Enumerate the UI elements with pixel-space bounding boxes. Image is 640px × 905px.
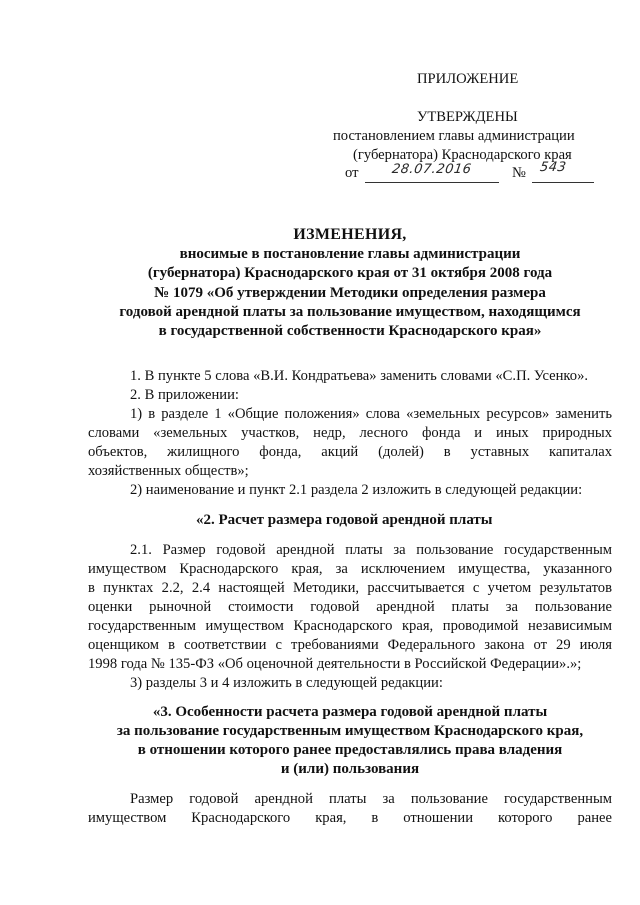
handwritten-date: 28.07.2016 (390, 162, 473, 177)
paragraph-5-line-5: государственным имуществом Краснодарского края, проводимой независимым (88, 618, 612, 634)
paragraph-5-line-7: 1998 года № 135-ФЗ «Об оценочной деятельности в Российской Федерации».»; (88, 656, 582, 672)
approval-line-2: (губернатора) Краснодарского края (353, 147, 572, 163)
heading-line-2: (губернатора) Краснодарского края от 31 октября 2008 года (147, 265, 553, 281)
paragraph-7-line-1: Размер годовой арендной платы за пользование государственным (130, 791, 612, 807)
paragraph-5-line-1: 2.1. Размер годовой арендной платы за пользование государственным (130, 542, 612, 558)
heading-line-4: годовой арендной платы за пользование имуществом, находящимся (119, 304, 581, 320)
changes-title: ИЗМЕНЕНИЯ, (293, 226, 407, 243)
handwritten-number: 543 (538, 160, 568, 175)
paragraph-5-line-6: оценщиком в соответствии с требованиями Федерального закона от 29 июля (88, 637, 612, 653)
paragraph-5-line-4: оценки рыночной стоимости годовой арендной платы за пользование (88, 599, 612, 615)
approved-label: УТВЕРЖДЕНЫ (417, 109, 518, 125)
paragraph-3-line-1: 1) в разделе 1 «Общие положения» слова «земельных ресурсов» заменить (130, 406, 612, 422)
from-label: от (345, 165, 359, 181)
number-underline (532, 182, 594, 183)
section-3-title-line-3: в отношении которого ранее предоставлялись права владения (137, 742, 563, 758)
number-label: № (512, 165, 526, 181)
paragraph-5-line-3: в пунктах 2.2, 2.4 настоящей Методики, рассчитывается с учетом результатов (88, 580, 612, 596)
section-2-title: «2. Расчет размера годовой арендной платы (196, 512, 493, 528)
paragraph-3-line-2: словами «земельных участков, недр, лесного фонда и иных природных (88, 425, 612, 441)
paragraph-3-line-3: объектов, жилищного фонда, акций (долей) в уставных капиталах (88, 444, 612, 460)
paragraph-6: 3) разделы 3 и 4 изложить в следующей редакции: (130, 675, 443, 691)
heading-line-5: в государственной собственности Краснодарского края» (158, 323, 542, 339)
paragraph-2: 2. В приложении: (130, 387, 239, 403)
heading-line-3: № 1079 «Об утверждении Методики определения размера (154, 285, 546, 301)
paragraph-3-line-4: хозяйственных обществ»; (88, 463, 249, 479)
paragraph-5-line-2: имуществом Краснодарского края, за исключением имущества, указанного (88, 561, 612, 577)
paragraph-4: 2) наименование и пункт 2.1 раздела 2 изложить в следующей редакции: (130, 482, 583, 498)
approval-line-1: постановлением главы администрации (333, 128, 575, 144)
section-3-title-line-2: за пользование государственным имуществом Краснодарского края, (116, 723, 584, 739)
paragraph-1: 1. В пункте 5 слова «В.И. Кондратьева» заменить словами «С.П. Усенко». (130, 368, 589, 384)
paragraph-7-line-2: имуществом Краснодарского края, в отношении которого ранее (88, 810, 612, 826)
appendix-label: ПРИЛОЖЕНИЕ (417, 71, 519, 87)
section-3-title-line-1: «3. Особенности расчета размера годовой арендной платы (152, 704, 548, 720)
section-3-title-line-4: и (или) пользования (280, 761, 420, 777)
date-underline (365, 182, 499, 183)
heading-line-1: вносимые в постановление главы администрации (179, 246, 521, 262)
